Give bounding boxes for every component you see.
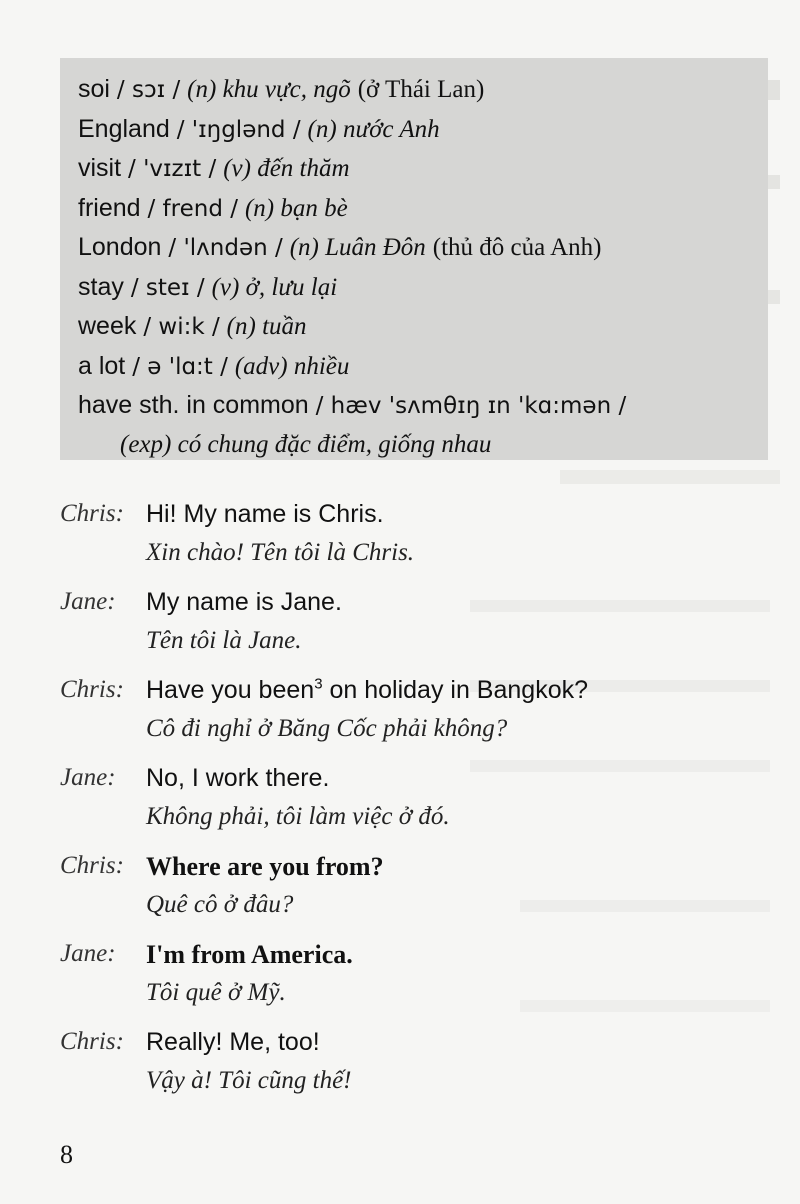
vocab-entry [78, 347, 768, 387]
vocab-note: (thủ đô của Anh) [432, 234, 602, 261]
vietnamese-translation: Tôi quê ở Mỹ. [146, 979, 286, 1006]
vocab-ipa: / 'ɪŋglənd / [176, 116, 301, 143]
english-line [146, 852, 384, 882]
speaker-name: Chris: [60, 1028, 124, 1055]
speaker-name: Chris: [60, 852, 124, 879]
vocab-entry [78, 110, 768, 150]
english-text: Hi! My name is Chris. [146, 500, 384, 528]
vietnamese-translation: Tên tôi là Jane. [146, 627, 302, 654]
vocabulary-box [60, 58, 768, 460]
page-number: 8 [60, 1140, 73, 1169]
vocab-word: England [78, 114, 170, 143]
english-text: Where are you from? [146, 852, 384, 881]
vocab-entry [78, 228, 768, 268]
vocab-ipa: / sɔɪ / [116, 77, 181, 103]
vocab-ipa: / frend / [147, 195, 238, 222]
vocab-word: a lot [78, 351, 126, 380]
vocab-entry [78, 307, 768, 347]
vocab-entry [78, 70, 768, 110]
vietnamese-translation: Cô đi nghỉ ở Băng Cốc phải không? [146, 715, 508, 742]
vocab-entry [78, 386, 768, 426]
vocab-meaning: (adv) nhiều [234, 352, 350, 380]
vocab-meaning: (n) tuần [226, 313, 307, 340]
english-text: No, I work there. [146, 764, 330, 792]
english-text: I'm from America. [146, 940, 353, 969]
vocab-ipa: / 'vɪzɪt / [128, 156, 217, 182]
vocab-meaning: (n) nước Anh [307, 115, 440, 143]
vocab-word: week [78, 312, 137, 340]
speaker-name: Jane: [60, 940, 116, 967]
footnote-marker: 3 [314, 675, 323, 693]
vocab-note: (ở Thái Lan) [357, 76, 485, 103]
vocab-meaning: (n) Luân Đôn [289, 234, 426, 261]
vocab-meaning: (v) ở, lưu lại [211, 273, 338, 301]
vocab-continuation: (exp) có chung đặc điểm, giống nhau [120, 430, 492, 458]
vocab-entry [78, 268, 768, 308]
speaker-name: Chris: [60, 500, 124, 527]
vietnamese-translation: Xin chào! Tên tôi là Chris. [146, 539, 415, 566]
vocab-ipa: / ə 'lɑ:t / [132, 353, 228, 380]
english-text: Really! Me, too! [146, 1028, 320, 1056]
vocab-word: London [78, 233, 162, 261]
vocab-word: soi [78, 75, 110, 103]
english-line [146, 1028, 320, 1057]
vocab-word: visit [78, 154, 122, 182]
english-text-continued: on holiday in Bangkok? [322, 676, 588, 704]
vocab-ipa: / wi:k / [143, 314, 220, 340]
vocab-word: have sth. in common [78, 391, 309, 419]
english-text: My name is Jane. [146, 588, 342, 616]
vietnamese-translation: Quê cô ở đâu? [146, 891, 294, 918]
vocab-entry [78, 189, 768, 229]
speaker-name: Jane: [60, 588, 116, 615]
vocab-word: friend [78, 193, 141, 222]
vocab-word: stay [78, 272, 124, 301]
vocab-ipa: / 'lʌndən / [168, 235, 283, 261]
english-line [146, 588, 342, 617]
english-text: Have you been [146, 676, 315, 704]
speaker-name: Chris: [60, 676, 124, 703]
speaker-name: Jane: [60, 764, 116, 791]
english-line [146, 500, 384, 529]
vietnamese-translation: Vậy à! Tôi cũng thế! [146, 1067, 352, 1094]
vocab-ipa: / hæv 'sʌmθɪŋ ɪn 'kɑ:mən / [315, 393, 627, 419]
english-line [146, 764, 329, 793]
english-line [146, 676, 588, 705]
english-line [146, 940, 353, 970]
vocab-meaning: (n) bạn bè [244, 194, 348, 222]
vocab-meaning: (v) đến thăm [223, 155, 350, 182]
vocab-ipa: / steɪ / [130, 274, 205, 301]
vocab-meaning: (n) khu vực, ngõ [187, 76, 351, 103]
vietnamese-translation: Không phải, tôi làm việc ở đó. [146, 803, 450, 830]
vocab-entry [78, 149, 768, 189]
